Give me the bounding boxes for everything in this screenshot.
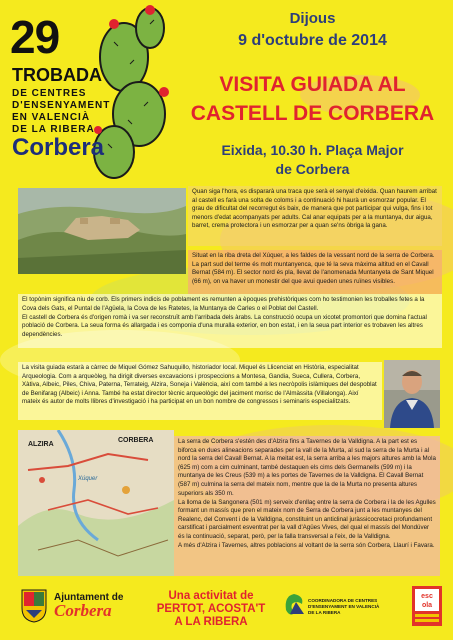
cactus-logo-icon (84, 2, 176, 190)
history-paragraph-1: El topònim significa niu de corb. Els primers indicis de poblament es remunten a èpoques prehistòriques com ho testimonien les troballes fetes a la Cova dels Gats, el Puntal de l'Agüela, la Cova de les Ratetes, la Muntanya de Carles o el Poblat del Castell. (22, 296, 425, 312)
departure-line-1: Eixida, 10.30 h. Plaça Major (221, 142, 404, 158)
coordinadora-line-3: DE LA RIBERA (308, 610, 341, 615)
headline-line-1: VISITA GUIADA AL (219, 73, 406, 96)
departure-line-2: de Corbera (275, 161, 350, 177)
ajuntament-label: Ajuntament de (54, 592, 124, 603)
svg-text:esc: esc (421, 593, 433, 600)
map-label-corbera: CORBERA (118, 437, 154, 444)
svg-text:ola: ola (421, 602, 433, 609)
location-text: Situat en la riba dreta del Xúquer, a les faldes de la vessant nord de la serra de Corbera. La part sud del terme és molt muntanyenca, que té la seva màxima altitud en el Cavall Bernat (584 m). El sector nord és pla, llevat de l'anomenada Muntanyeta de Sant Miquel (66 m), on va haver un monestir del que avui queden unes ruïnes visibles. (188, 250, 442, 294)
mountain-paragraph-3: A més d'Alzira i Tavernes, altres poblacions al voltant de la serra són Corbera, Llaurí i Favara. (178, 542, 435, 550)
slogan-line-3: A LA RIBERA (174, 616, 248, 628)
coordinadora-logo-icon (282, 590, 306, 618)
event-date: 9 d'octubre de 2014 (238, 32, 387, 49)
slogan-line-2: PERTOT, ACOSTA'T (156, 603, 266, 615)
event-title: TROBADA (12, 65, 102, 85)
route-map-image (18, 430, 174, 576)
history-text (18, 294, 442, 348)
town-shield-icon (20, 588, 48, 624)
map-label-river: Xúquer (78, 476, 98, 482)
org-line-4: DE LA RIBERA (12, 124, 95, 135)
history-paragraph-2: El castell de Corbera és d'origen romà i va ser reconstruït amb l'arribada dels àrabs. La construcció ocupa un xicotet promontori que domina l'actual població de Corbera. La seua forma és allargada i es componia d'una muralla exterior, en bon estat, i en la seua part interior es trobaven les altres dependències. (22, 313, 427, 338)
mountain-text (174, 436, 440, 576)
guide-photo-image (384, 360, 440, 428)
org-line-2: D'ENSENYAMENT (12, 100, 111, 111)
slogan-line-1: Una activitat de (168, 590, 254, 602)
map-label-alzira: ALZIRA (28, 441, 54, 448)
guide-text: La visita guiada estarà a càrrec de Miquel Gómez Sahuquillo, historiador local. Miquel és Llicenciat en Història, especialitat Arqueologia. Com a arqueòleg, ha dirigit diverses excavacions i prospeccions a Montesa, Gandia, Sueca, Cullera, Corbera, Xàtiva, Albeic, Piles, Chiva, Paterna, Terrateig, Alzira, Soneja i València, així com també a les necròpolis islàmiques del despoblat de Benifarag (Albeic) i Anna. També ha estat director tècnic arqueològic del jaciment morisc de l'Almàssita (Villalonga). Així mateix és autor de molts llibres d'investigació i ha participat en un bon nombre de congressos i seminaris especialitzats. (18, 362, 382, 420)
event-day: Dijous (289, 10, 336, 27)
headline-line-2: CASTELL DE CORBERA (190, 102, 435, 125)
ajuntament-name: Corbera (54, 601, 112, 620)
footer (0, 580, 453, 640)
coordinadora-line-1: COORDINADORA DE CENTRES (308, 598, 378, 603)
escola-valenciana-logo-icon (412, 586, 442, 626)
town-name: Corbera (12, 134, 105, 161)
castle-photo-image (18, 188, 186, 274)
edition-number: 29 (10, 11, 60, 63)
coordinadora-line-2: D'ENSENYAMENT EN VALENCIÀ (308, 604, 380, 609)
org-line-3: EN VALENCIÀ (12, 112, 91, 123)
mountain-paragraph-1: La serra de Corbera s'estén des d'Alzira fins a Tavernes de la Valldigna. A la part est es biforca en dues alineacions separades per la vall de la Murta, al sud la serra de la Murta i al nord la serra del Cavall Bernat. A la meitat est, la serra arriba a les majors altures amb la Mola (625 m) com a cim culminant, també destaquen els cims dels Germanells (599 m) i la muntanya de les Creus (539 m) a les portes de Tavernes de la Valldigna. El Cavall Bernat (587 m) culmina la serra del mateix nom, mentre que la de la Murta no presenta altures superiors als 350 m. (178, 438, 436, 497)
org-line-1: DE CENTRES (12, 88, 87, 99)
intro-text: Quan siga l'hora, es dispararà una traca que serà el senyal d'eixida. Quan haurem arribat al castell es farà una solta de coloms i a continuació hi haurà un esmorzar popular. El grau de dificultat del recorregut és baix, de manera que pot participar qui vulga, fins i tot menors d'edat acompanyats per adults. Cal anar equipats per a la muntanya, dur aigua, barret, crema protectora i un esmorzar per a quan se'ns òbriga la gana. (188, 186, 442, 246)
mountain-paragraph-2: La lloma de la Sangonera (501 m) serveix d'enllaç entre la serra de Corbera i la de les Agulles formant un massís que pren el mateix nom de Serra de Corbera junt a les muntanyes del Realenc, del Convent i de la Valldigna, constituint un anticlinal juràssicocretaci profundament carstificat i parcialment esventrat per la vall d'Agües Vives, del qual el massís del Mondúver és la continuació, separat, però, per la falla transversal a l'eix, de la Valldigna. (178, 498, 436, 541)
